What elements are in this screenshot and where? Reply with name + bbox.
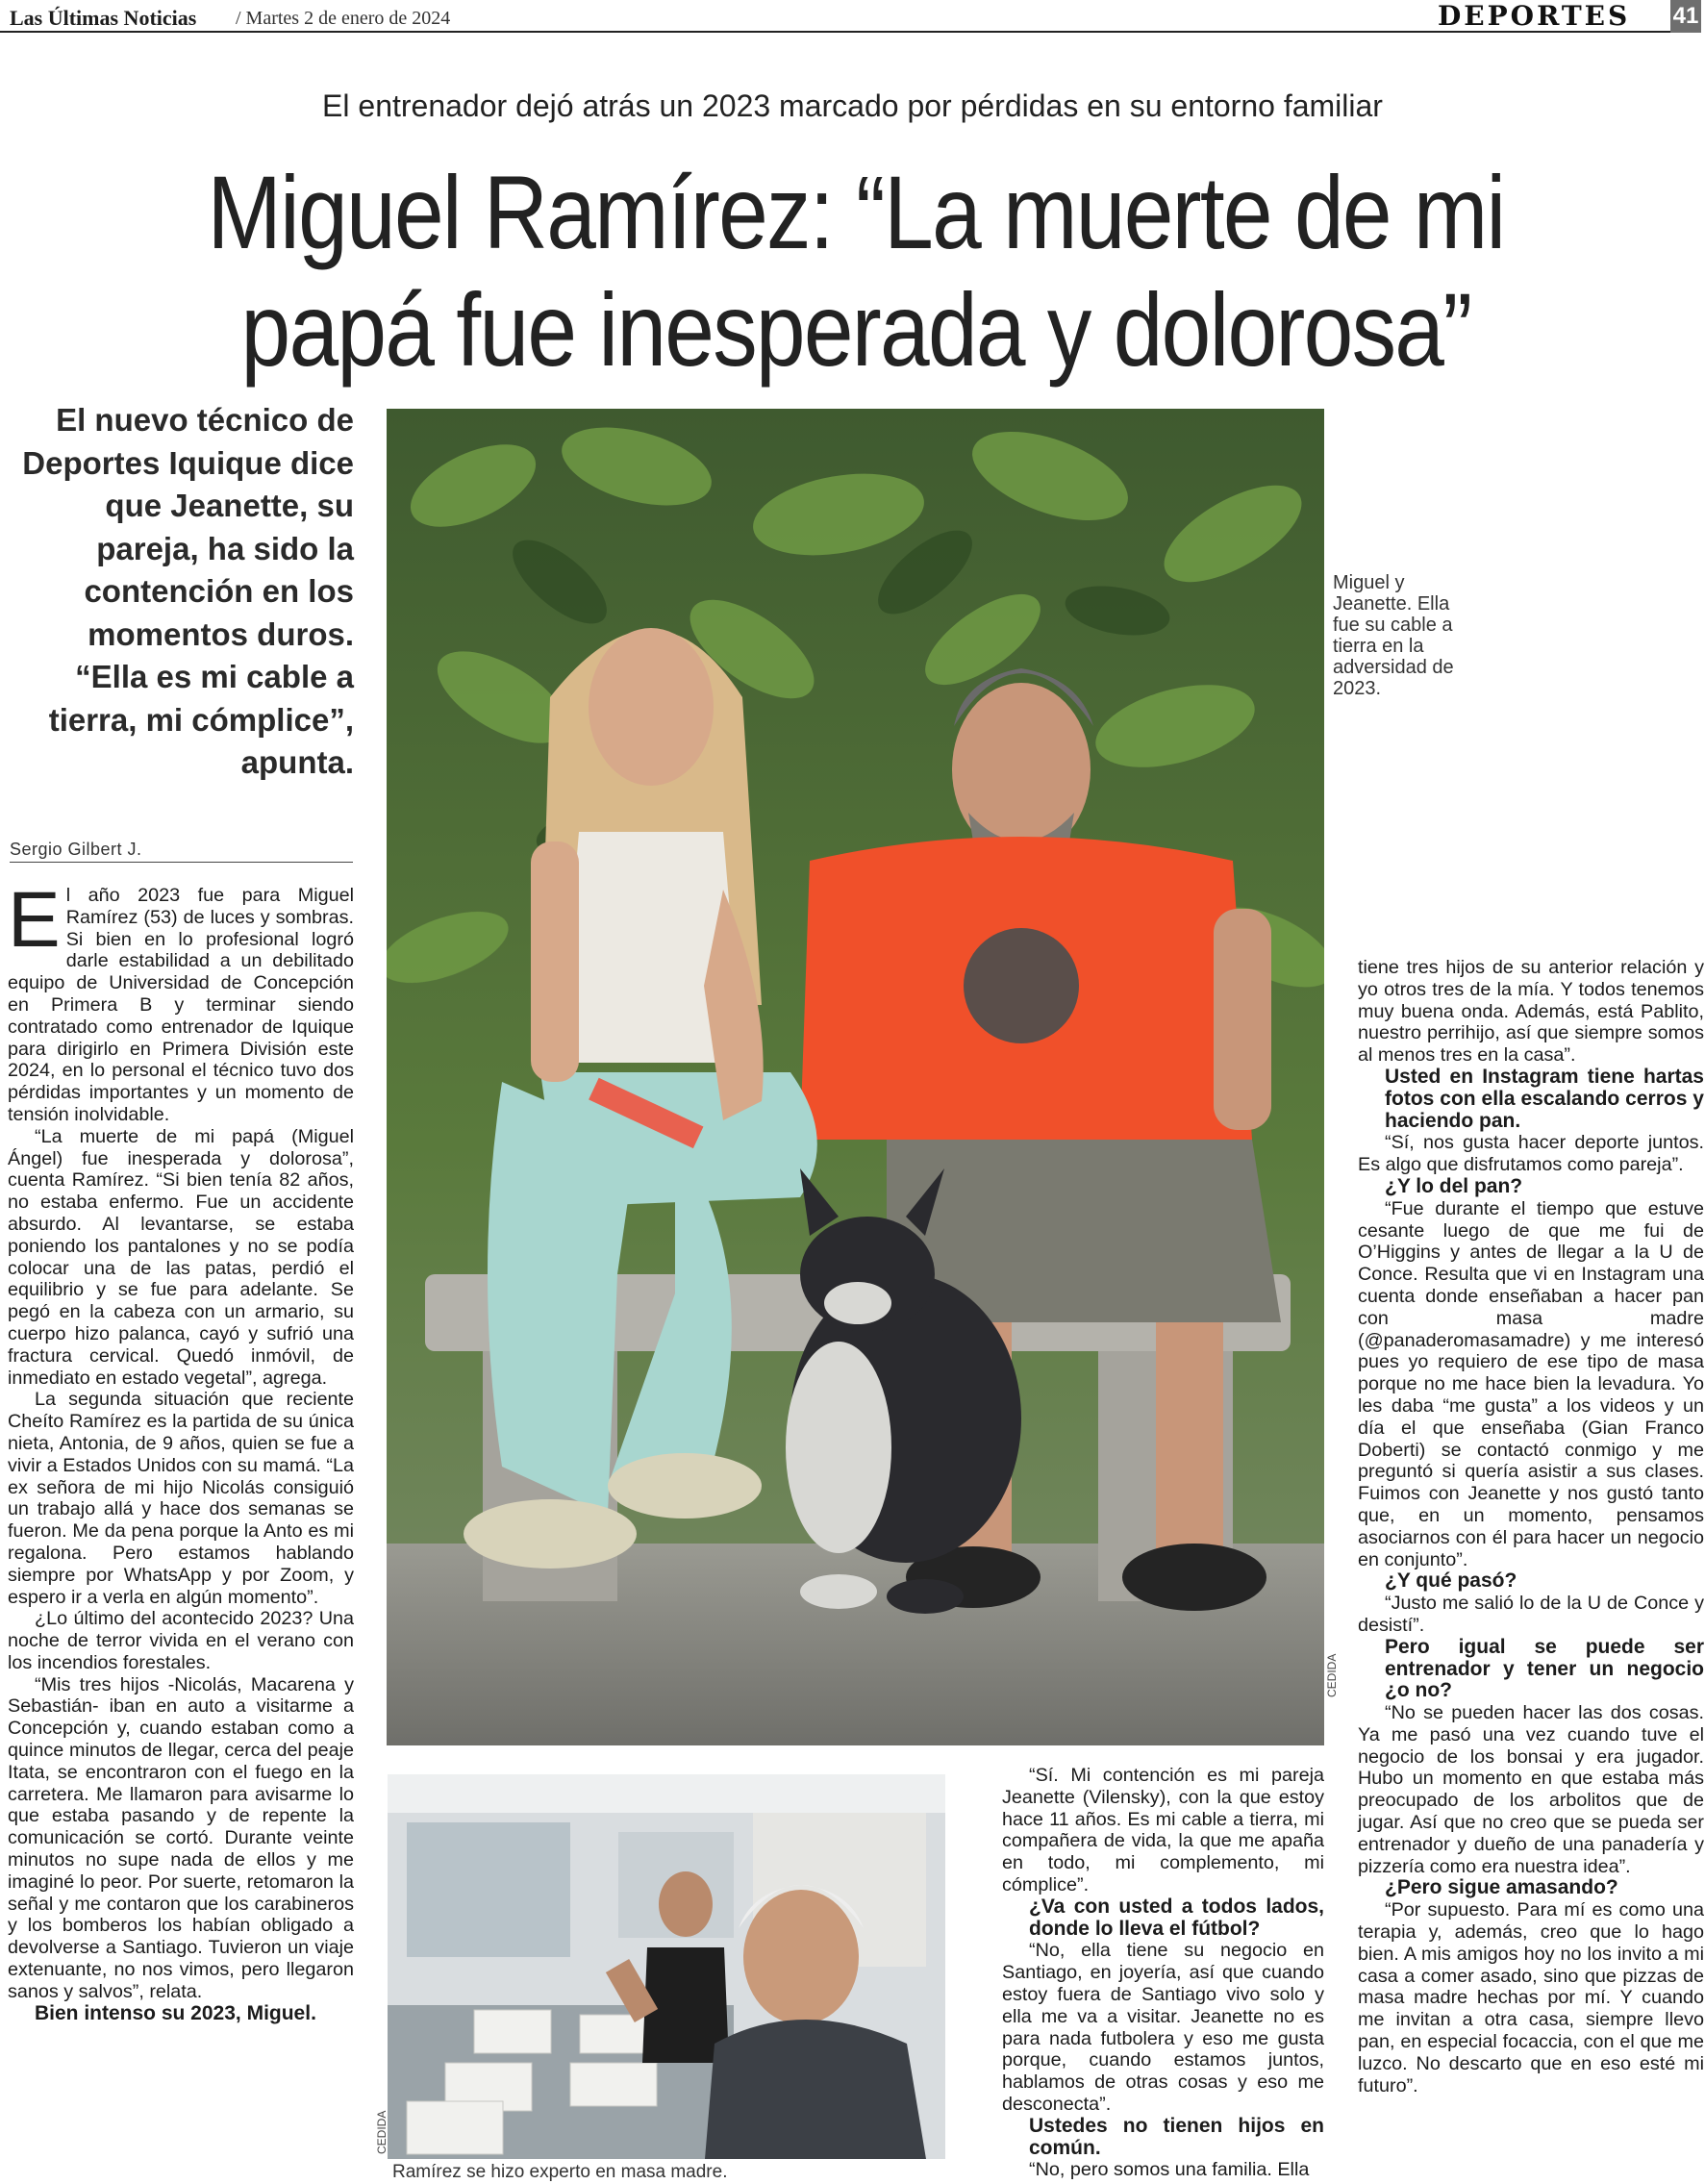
body-paragraph: “Mis tres hijos -Nicolás, Macarena y Sebastián- iban en auto a visitarme a Concepción y, cuando estaban como a quince minutos de llegar, cerca del peaje Itata, se encontraron con el fuego en la carretera. Me llamaron para avisarme lo que estaba pasando y de repente la comunicación se cortó. Durante veinte minutos no supe nada de ellos y me imaginé lo peor. Por suerte, retomaron la señal y me contaron que los carabineros y los bomberos los habían obligado a devolverse a Santiago. Tuvieron un viaje extenuante, no nos vimos, pero llegaron sanos y salvos”, relata. [8,1673,354,2002]
interview-question: ¿Y lo del pan? [1385,1174,1523,1197]
deck: El nuevo técnico de Deportes Iquique dice que Jeanette, su pareja, ha sido la contención en los momentos duros. “Ella es mi cable a tierra, mi cómplice”, apunta. [22,402,354,780]
byline: Sergio Gilbert J. [10,840,142,859]
lead-text: l año 2023 fue para Miguel Ramírez (53) de luces y sombras. Si bien en lo profesional logró darle estabilidad a un debilitado equipo de Universidad de Concepción en Primera B y terminar siendo contratado como entrenador de Iquique para dirigirlo en Primera División este 2024, en lo personal el técnico tuvo dos pérdidas importantes y un momento de tensión inolvidable. [8,885,354,1125]
masthead-rule [0,31,1673,33]
body-paragraph: “Por supuesto. Para mí es como una terapia y, además, creo que lo hago bien. A mis amigos hoy no los invito a mi casa a comer asado, sino que pizzas de masa madre hechas por mí. Y cuando me invitan a otra casa, siempre llevo pan, en especial focaccia, con el que me luzco. No descarto que en eso esté mi futuro”. [1358,1899,1704,2096]
photo-credit: CEDIDA [1325,1653,1339,1697]
kicker: El entrenador dejó atrás un 2023 marcado por pérdidas en su entorno familiar [322,88,1383,123]
body-paragraph: “Fue durante el tiempo que estuve cesante luego de que me fui de O’Higgins y antes de llegar a la U de Conce. Resulta que vi en Instagram una cuenta donde enseñaban a hacer pan con masa madre (@panaderomasamadre) y me interesó pues yo requiero de ese tipo de masa porque no me hace bien la levadura. Yo les daba “me gusta” a los videos y un día el que enseñaba (Gian Franco Doberti) se contactó conmigo y me preguntó si quería asistir a sus clases. Fuimos con Jeanette y nos gustó tanto que, en un momento, pensamos asociarnos con él para hacer un negocio en conjunto”. [1358,1197,1704,1570]
body-column-3 [1002,1765,1324,2181]
interview-question: Ustedes no tienen hijos en común. [1029,2114,1324,2159]
section-label: DEPORTES [1438,0,1631,32]
body-paragraph: “La muerte de mi papá (Miguel Ángel) fue inesperada y dolorosa”, cuenta Ramírez. “Si bien tenía 82 años, no estaba enfermo. Fue un accidente absurdo. Al levantarse, se estaba poniendo los pantalones y no se podía colocar una de las patas, perdió el equilibrio y se fue para adelante. Se pegó en la cabeza con un armario, su cuerpo hizo palanca, cayó y sufrió una fractura cervical. Quedó inmóvil, de inmediato en estado vegetal”, agrega. [8,1125,354,1389]
couple-with-dog-illustration [387,409,1324,1745]
body-column-4 [1358,957,1704,2096]
photo-credit: CEDIDA [375,2110,389,2154]
interview-question: ¿Pero sigue amasando? [1385,1876,1618,1899]
headline [169,154,1542,389]
byline-rule [10,862,353,863]
body-paragraph: ¿Lo último del acontecido 2023? Una noche de terror vivida en el verano con los incendios forestales. [8,1608,354,1673]
second-photo [388,1774,945,2159]
body-paragraph: “Sí, nos gusta hacer deporte juntos. Es algo que disfrutamos como pareja”. [1358,1132,1704,1176]
interview-question: Pero igual se puede ser entrenador y tener un negocio ¿o no? [1385,1635,1704,1702]
interview-question: ¿Va con usted a todos lados, donde lo lleva el fútbol? [1029,1895,1324,1940]
body-column-1 [8,876,354,2024]
body-paragraph: “No, ella tiene su negocio en Santiago, en joyería, así que cuando estoy fuera de Santiago vivo solo y ella me va a visitar. Jeanette no es para nada futbolera y eso me gusta porque, cuando estamos juntos, hablamos de otras cosas y eso me desconecta”. [1002,1940,1324,2115]
body-paragraph: “No, pero somos una familia. Ella [1029,2159,1310,2181]
bakery-kitchen-illustration [388,1774,945,2159]
drop-cap: E [8,876,61,964]
headline-line-2: papá fue inesperada y dolorosa” [240,271,1471,388]
photo-caption: Ramírez se hizo experto en masa madre. [392,2162,728,2182]
publication-name: Las Últimas Noticias [10,6,197,30]
lead-paragraph [8,876,354,1126]
body-paragraph: “No se pueden hacer las dos cosas. Ya me pasó una vez cuando tuve el negocio de los bonsai y era jugador. Hubo un momento en que estaba más preocupado de los arbolitos que de jugar. Así que no creo que se pueda ser entrenador y dueño de una panadería y pizzería como era nuestra idea”. [1358,1702,1704,1877]
body-paragraph: “Sí. Mi contención es mi pareja Jeanette (Vilensky), con la que estoy hace 11 años. Es mi cable a tierra, mi compañera de vida, la que me apaña en todo, mi complemento, mi cómplice”. [1002,1765,1324,1895]
issue-date: / Martes 2 de enero de 2024 [236,8,451,29]
photo-caption: Miguel y Jeanette. Ella fue su cable a tierra en la adversidad de 2023. [1333,572,1454,699]
main-photo [387,409,1324,1745]
headline-line-1: Miguel Ramírez: “La muerte de mi [207,154,1505,270]
interview-question: Bien intenso su 2023, Miguel. [35,2001,316,2024]
body-paragraph: La segunda situación que reciente Cheíto Ramírez es la partida de su única nieta, Antonia, de 9 años, quien se fue a vivir a Estados Unidos con su mamá. “La ex señora de mi hijo Nicolás consiguió un trabajo allá y hace dos semanas se fueron. Me da pena porque la Anto es mi regalona. Pero estamos hablando siempre por WhatsApp y por Zoom, y espero ir a verla en algún momento”. [8,1389,354,1608]
page-number: 41 [1670,0,1701,33]
interview-question: Usted en Instagram tiene hartas fotos con ella escalando cerros y haciendo pan. [1385,1065,1704,1132]
body-paragraph: “Justo me salió lo de la U de Conce y desistí”. [1358,1593,1704,1636]
interview-question: ¿Y qué pasó? [1385,1569,1517,1593]
body-paragraph: tiene tres hijos de su anterior relación y yo otros tres de la mía. Y todos tenemos muy buena onda. Además, está Pablito, nuestro perrihijo, así que siempre somos al menos tres en la casa”. [1358,957,1704,1067]
